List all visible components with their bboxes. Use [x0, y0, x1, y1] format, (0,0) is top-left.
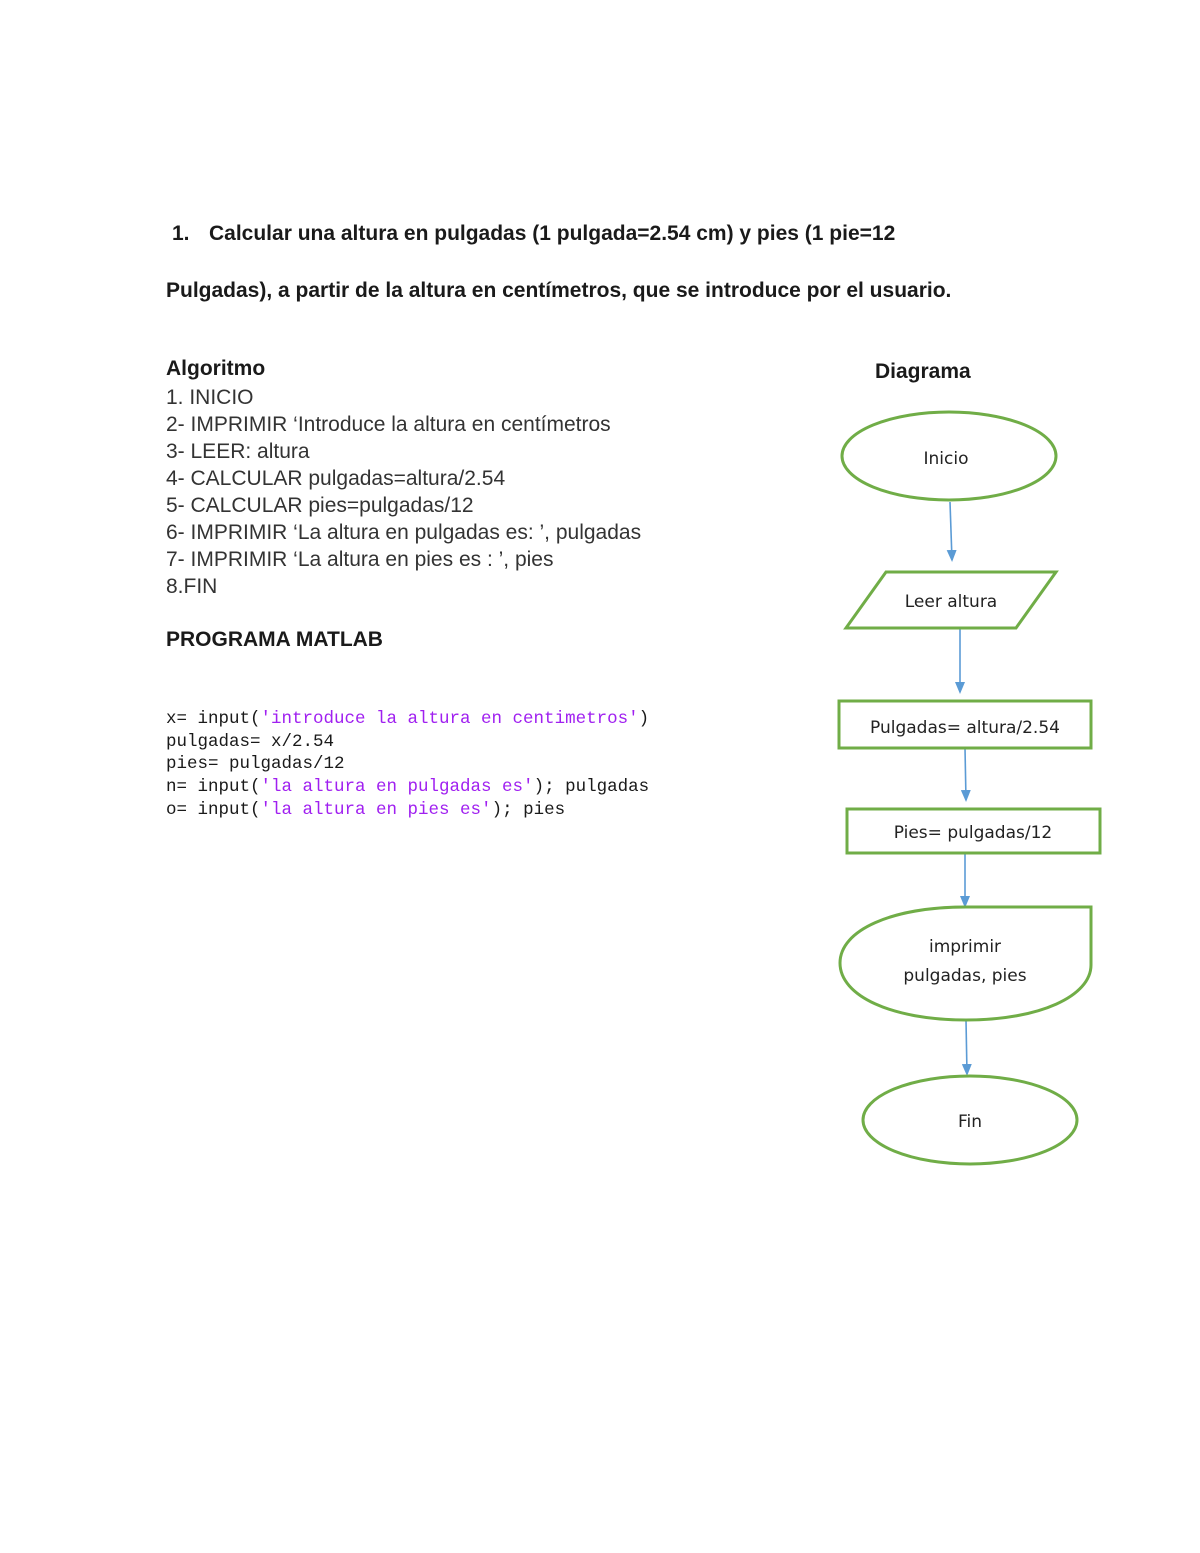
algorithm-step: 8.FIN	[166, 575, 218, 598]
node-label-output-1: imprimir	[928, 937, 1002, 957]
algorithm-step: 6- IMPRIMIR ‘La altura en pulgadas es: ’, pulgadas	[166, 521, 642, 544]
code-line: pulgadas= x/2.54	[166, 731, 335, 752]
code-string: 'introduce la altura en centimetros'	[260, 709, 639, 729]
node-label-start: Inicio	[923, 449, 969, 469]
problem-statement-line1: Calcular una altura en pulgadas (1 pulgada=2.54 cm) y pies (1 pie=12	[209, 222, 896, 245]
node-label-input: Leer altura	[904, 592, 998, 612]
algorithm-step: 3- LEER: altura	[166, 440, 310, 463]
code-line: o= input('la altura en pies es'); pies	[166, 799, 566, 820]
code-string: 'la altura en pulgadas es'	[260, 777, 534, 798]
algorithm-step: 4- CALCULAR pulgadas=altura/2.54	[166, 467, 506, 490]
code-string: 'la altura en pies es'	[260, 799, 492, 820]
display-shape	[840, 907, 1091, 1020]
problem-number: 1.	[172, 222, 190, 245]
node-label-pulgadas: Pulgadas= altura/2.54	[870, 718, 1060, 738]
algorithm-step: 7- IMPRIMIR ‘La altura en pies es : ’, pies	[166, 548, 554, 571]
flow-arrow	[966, 1020, 967, 1074]
diagram-title: Diagrama	[875, 360, 971, 383]
algorithm-step: 5- CALCULAR pies=pulgadas/12	[166, 494, 474, 517]
problem-statement-line2: Pulgadas), a partir de la altura en centímetros, que se introduce por el usuario.	[166, 279, 952, 302]
node-label-output-2: pulgadas, pies	[903, 966, 1027, 986]
algorithm-step: 1. INICIO	[166, 386, 254, 409]
node-label-pies: Pies= pulgadas/12	[893, 823, 1053, 843]
matlab-title: PROGRAMA MATLAB	[166, 628, 383, 651]
algorithm-title: Algoritmo	[166, 357, 266, 380]
code-line: pies= pulgadas/12	[166, 754, 345, 775]
code-line: x= input('introduce la altura en centimetros')	[166, 709, 650, 729]
flow-arrow	[965, 748, 966, 800]
algorithm-step: 2- IMPRIMIR ‘Introduce la altura en centímetros	[166, 413, 611, 436]
flow-arrow	[950, 502, 952, 560]
code-line: n= input('la altura en pulgadas es'); pulgadas	[166, 777, 650, 798]
node-label-end: Fin	[957, 1112, 983, 1132]
